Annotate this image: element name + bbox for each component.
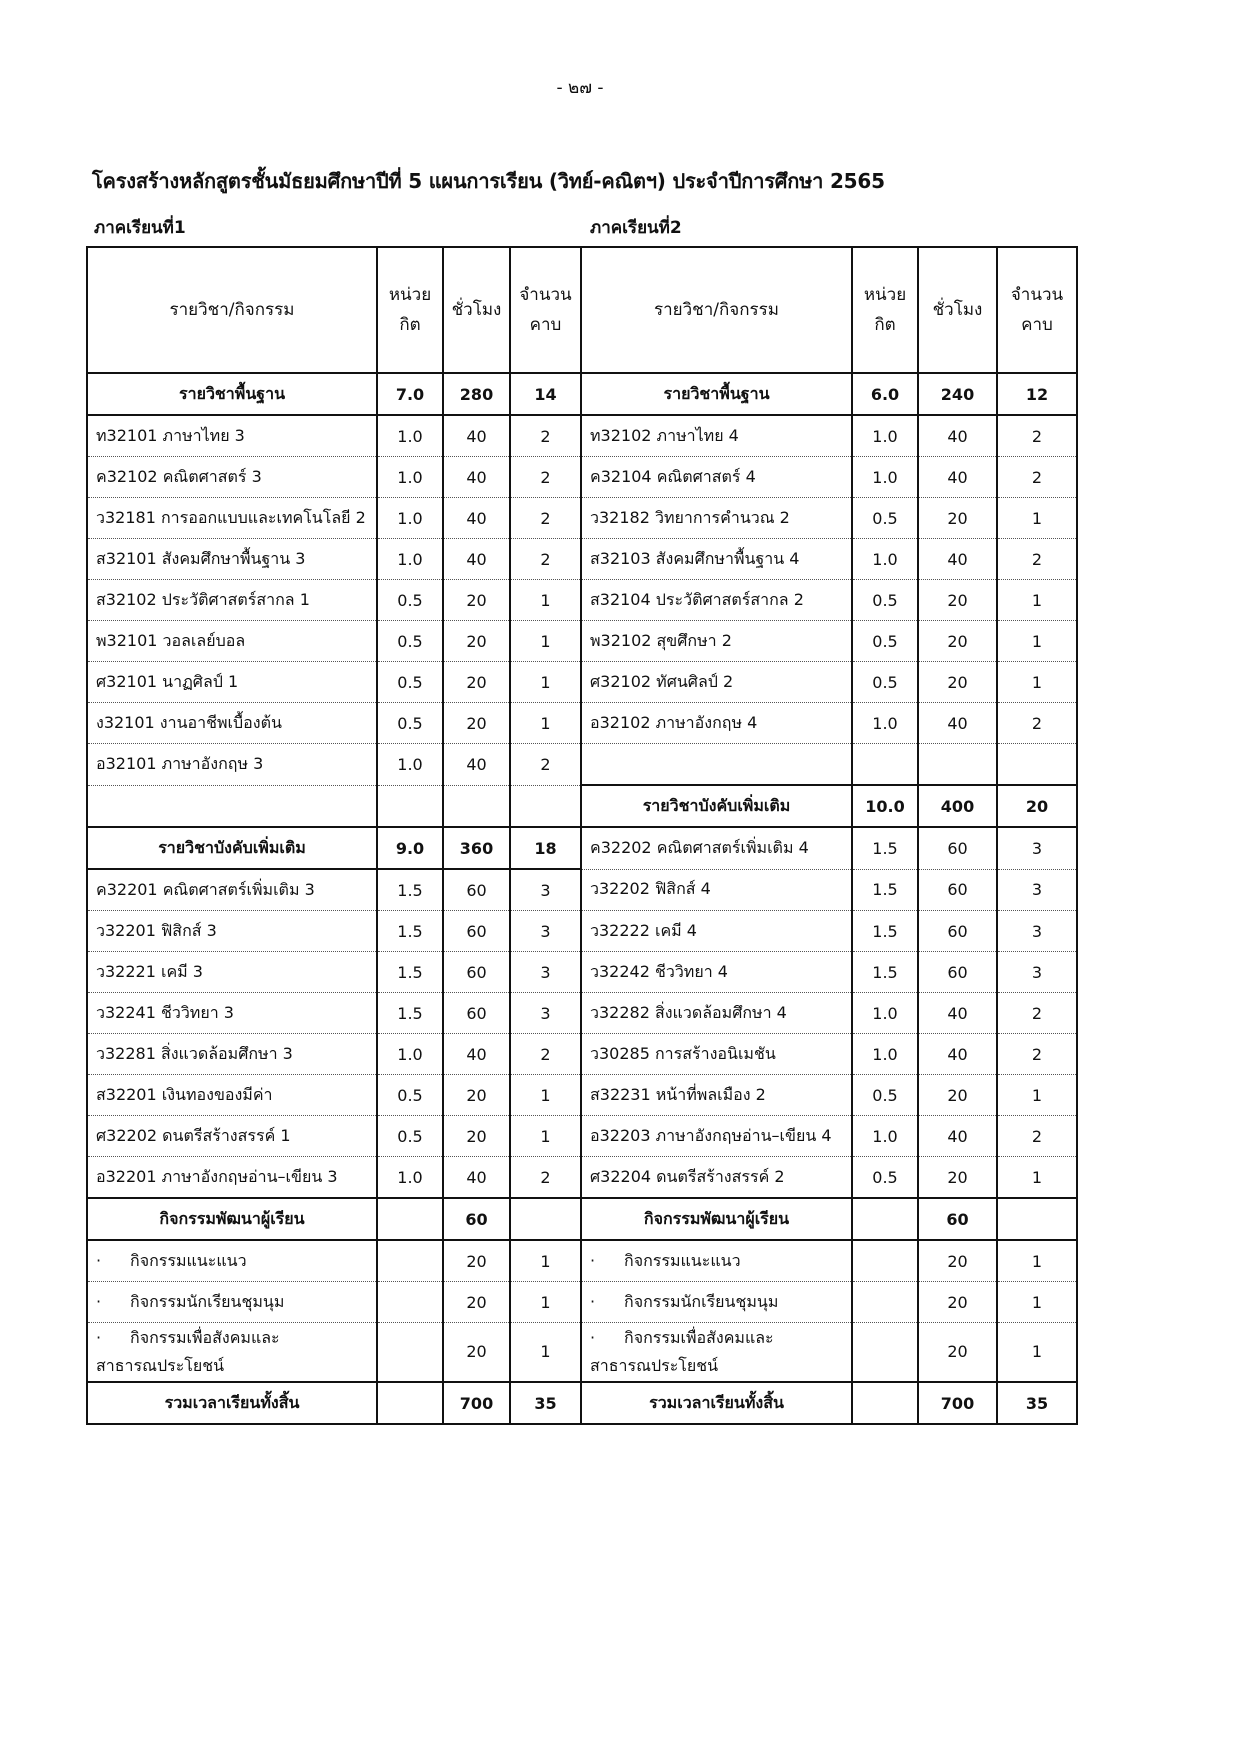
cell-hours-s1: 40 [443, 457, 510, 498]
cell-hours-s2: 20 [918, 498, 997, 539]
page-number: - ๒๗ - [556, 78, 604, 98]
cell-subject-s2: ว32282 สิ่งแวดล้อมศึกษา 4 [581, 993, 852, 1034]
section-subject-s1: รายวิชาพื้นฐาน [87, 373, 377, 415]
header-subject-s1: รายวิชา/กิจกรรม [87, 247, 377, 373]
cell-periods-s1: 1 [510, 1323, 581, 1383]
table-row [87, 373, 1077, 415]
cell-periods-s1: 1 [510, 1240, 581, 1282]
bullet-icon: · [96, 1328, 102, 1347]
cell-credit-s2: 0.5 [852, 621, 918, 662]
section-periods-s1: 35 [510, 1382, 581, 1424]
activity-label-cont: สาธารณประโยชน์ [96, 1356, 225, 1375]
cell-subject-s1: ค32201 คณิตศาสตร์เพิ่มเติม 3 [87, 869, 377, 911]
table-row [87, 911, 1077, 952]
section-periods-s2: 12 [997, 373, 1077, 415]
section-periods-s1: 14 [510, 373, 581, 415]
activity-label-cont: สาธารณประโยชน์ [590, 1356, 719, 1375]
cell-subject-s2: ว32222 เคมี 4 [581, 911, 852, 952]
cell-periods-s1: 2 [510, 457, 581, 498]
cell-credit-s1: 1.0 [377, 1034, 443, 1075]
bullet-icon: · [96, 1250, 102, 1270]
cell-periods-s1: 3 [510, 869, 581, 911]
cell-periods-s1: 2 [510, 415, 581, 457]
cell-credit-s2: 0.5 [852, 498, 918, 539]
cell-hours-s1 [443, 785, 510, 827]
cell-hours-s2: 40 [918, 457, 997, 498]
cell-credit-s2: 1.0 [852, 415, 918, 457]
cell-credit-s1: 0.5 [377, 703, 443, 744]
activity-label: กิจกรรมนักเรียนชุมนุม [130, 1291, 285, 1311]
table-row [87, 1116, 1077, 1157]
table-row [87, 869, 1077, 911]
cell-periods-s2 [997, 744, 1077, 786]
table-row [87, 457, 1077, 498]
cell-hours-s2: 20 [918, 1323, 997, 1383]
header-subject-s2: รายวิชา/กิจกรรม [581, 247, 852, 373]
section-subject-s1: รายวิชาบังคับเพิ่มเติม [87, 827, 377, 869]
cell-periods-s2: 3 [997, 911, 1077, 952]
cell-periods-s1: 2 [510, 498, 581, 539]
cell-hours-s2: 60 [918, 911, 997, 952]
section-credit-s1 [377, 1382, 443, 1424]
section-hours-s1: 700 [443, 1382, 510, 1424]
section-subject-s1: กิจกรรมพัฒนาผู้เรียน [87, 1198, 377, 1240]
table-row [87, 1075, 1077, 1116]
cell-credit-s2: 1.5 [852, 827, 918, 869]
section-subject-s2: รายวิชาบังคับเพิ่มเติม [581, 785, 852, 827]
cell-credit-s2: 0.5 [852, 1157, 918, 1199]
cell-subject-s2: ท32102 ภาษาไทย 4 [581, 415, 852, 457]
cell-subject-s1 [87, 785, 377, 827]
cell-periods-s1: 1 [510, 662, 581, 703]
cell-subject-s1: ส32201 เงินทองของมีค่า [87, 1075, 377, 1116]
cell-credit-s1 [377, 1323, 443, 1383]
cell-periods-s1 [510, 785, 581, 827]
cell-periods-s1: 1 [510, 1116, 581, 1157]
cell-subject-s1: ส32101 สังคมศึกษาพื้นฐาน 3 [87, 539, 377, 580]
activity-label: กิจกรรมนักเรียนชุมนุม [624, 1291, 779, 1311]
cell-credit-s2: 1.5 [852, 869, 918, 911]
cell-subject-s2: พ32102 สุขศึกษา 2 [581, 621, 852, 662]
cell-hours-s2: 60 [918, 952, 997, 993]
cell-subject-s1: ท32101 ภาษาไทย 3 [87, 415, 377, 457]
section-periods-s2 [997, 1198, 1077, 1240]
section-credit-s1: 7.0 [377, 373, 443, 415]
cell-subject-s1: อ32101 ภาษาอังกฤษ 3 [87, 744, 377, 786]
cell-periods-s1: 1 [510, 621, 581, 662]
cell-hours-s1: 20 [443, 1075, 510, 1116]
cell-subject-s2: ศ32204 ดนตรีสร้างสรรค์ 2 [581, 1157, 852, 1199]
cell-credit-s2 [852, 1323, 918, 1383]
cell-hours-s1: 60 [443, 952, 510, 993]
bullet-icon: · [96, 1291, 102, 1311]
cell-credit-s1: 1.0 [377, 457, 443, 498]
cell-periods-s1: 1 [510, 703, 581, 744]
semester-1-label: ภาคเรียนที่1 [94, 218, 186, 238]
bullet-icon: · [590, 1291, 596, 1311]
section-credit-s1 [377, 1198, 443, 1240]
table-row [87, 1323, 1077, 1383]
cell-subject-s1: ค32102 คณิตศาสตร์ 3 [87, 457, 377, 498]
cell-hours-s2: 40 [918, 1034, 997, 1075]
section-credit-s2 [852, 1198, 918, 1240]
section-hours-s2: 700 [918, 1382, 997, 1424]
cell-credit-s2: 1.0 [852, 539, 918, 580]
cell-subject-s2: ว32182 วิทยาการคำนวณ 2 [581, 498, 852, 539]
section-hours-s2: 400 [918, 785, 997, 827]
cell-subject-s1: ว32221 เคมี 3 [87, 952, 377, 993]
cell-hours-s1: 20 [443, 1282, 510, 1323]
cell-credit-s1: 0.5 [377, 1116, 443, 1157]
header-credit-s2: หน่วย กิต [852, 247, 918, 373]
cell-periods-s1: 1 [510, 580, 581, 621]
section-subject-s2: กิจกรรมพัฒนาผู้เรียน [581, 1198, 852, 1240]
header-hours-s2: ชั่วโมง [918, 247, 997, 373]
section-periods-s1 [510, 1198, 581, 1240]
table-row [87, 1034, 1077, 1075]
cell-subject-s1: ศ32101 นาฏศิลป์ 1 [87, 662, 377, 703]
cell-credit-s1: 1.0 [377, 539, 443, 580]
cell-subject-s2: ส32231 หน้าที่พลเมือง 2 [581, 1075, 852, 1116]
cell-credit-s1: 1.0 [377, 498, 443, 539]
cell-subject-s1: ศ32202 ดนตรีสร้างสรรค์ 1 [87, 1116, 377, 1157]
cell-periods-s2: 3 [997, 952, 1077, 993]
cell-hours-s2: 20 [918, 621, 997, 662]
cell-credit-s1: 1.0 [377, 415, 443, 457]
cell-periods-s2: 1 [997, 1157, 1077, 1199]
cell-hours-s1: 20 [443, 1323, 510, 1383]
bullet-icon: · [590, 1328, 596, 1347]
cell-subject-s1: ว32181 การออกแบบและเทคโนโลยี 2 [87, 498, 377, 539]
cell-hours-s2: 40 [918, 1116, 997, 1157]
cell-periods-s2: 1 [997, 662, 1077, 703]
cell-hours-s1: 60 [443, 911, 510, 952]
cell-subject-s1: ส32102 ประวัติศาสตร์สากล 1 [87, 580, 377, 621]
table-row [87, 580, 1077, 621]
cell-hours-s1: 20 [443, 621, 510, 662]
cell-hours-s1: 20 [443, 1240, 510, 1282]
section-periods-s2: 35 [997, 1382, 1077, 1424]
cell-subject-s1: ว32281 สิ่งแวดล้อมศึกษา 3 [87, 1034, 377, 1075]
cell-subject-s2 [581, 744, 852, 786]
table-row [87, 1382, 1077, 1424]
document-title: โครงสร้างหลักสูตรชั้นมัธยมศึกษาปีที่ 5 แผนการเรียน (วิทย์-คณิตฯ) ประจำปีการศึกษา 2565 [92, 169, 885, 193]
cell-periods-s1: 2 [510, 744, 581, 786]
section-subject-s2: รายวิชาพื้นฐาน [581, 373, 852, 415]
cell-credit-s2 [852, 1282, 918, 1323]
cell-hours-s1: 20 [443, 662, 510, 703]
table-row [87, 785, 1077, 827]
table-row [87, 1157, 1077, 1199]
activity-label: กิจกรรมเพื่อสังคมและ [624, 1328, 774, 1347]
cell-hours-s1: 60 [443, 993, 510, 1034]
section-hours-s2: 240 [918, 373, 997, 415]
cell-hours-s2: 60 [918, 827, 997, 869]
cell-periods-s2: 3 [997, 869, 1077, 911]
cell-credit-s1: 0.5 [377, 1075, 443, 1116]
cell-periods-s1: 3 [510, 952, 581, 993]
table-row [87, 1240, 1077, 1282]
cell-hours-s1: 60 [443, 869, 510, 911]
section-credit-s2: 6.0 [852, 373, 918, 415]
cell-hours-s1: 40 [443, 744, 510, 786]
cell-subject-s2: ส32103 สังคมศึกษาพื้นฐาน 4 [581, 539, 852, 580]
cell-hours-s1: 20 [443, 580, 510, 621]
cell-hours-s2: 20 [918, 580, 997, 621]
section-subject-s1: รวมเวลาเรียนทั้งสิ้น [87, 1382, 377, 1424]
cell-periods-s2: 2 [997, 539, 1077, 580]
activity-label: กิจกรรมแนะแนว [130, 1250, 247, 1270]
cell-credit-s2 [852, 1240, 918, 1282]
cell-hours-s1: 40 [443, 539, 510, 580]
cell-periods-s2: 1 [997, 580, 1077, 621]
section-periods-s2: 20 [997, 785, 1077, 827]
cell-hours-s1: 20 [443, 703, 510, 744]
cell-subject-s1 [87, 1282, 377, 1323]
cell-credit-s2: 1.0 [852, 993, 918, 1034]
cell-subject-s2 [581, 1240, 852, 1282]
cell-subject-s2: อ32203 ภาษาอังกฤษอ่าน–เขียน 4 [581, 1116, 852, 1157]
section-subject-s2: รวมเวลาเรียนทั้งสิ้น [581, 1382, 852, 1424]
cell-periods-s2: 2 [997, 415, 1077, 457]
table-row [87, 744, 1077, 786]
section-hours-s1: 280 [443, 373, 510, 415]
cell-periods-s1: 1 [510, 1282, 581, 1323]
cell-credit-s1 [377, 1282, 443, 1323]
cell-credit-s2: 1.0 [852, 1034, 918, 1075]
cell-subject-s2 [581, 1323, 852, 1383]
cell-subject-s2 [581, 1282, 852, 1323]
cell-hours-s2: 20 [918, 1240, 997, 1282]
table-row [87, 498, 1077, 539]
table-row [87, 539, 1077, 580]
cell-periods-s2: 1 [997, 1282, 1077, 1323]
cell-hours-s2: 20 [918, 1282, 997, 1323]
cell-credit-s2: 0.5 [852, 662, 918, 703]
cell-periods-s2: 2 [997, 1034, 1077, 1075]
cell-credit-s2: 1.5 [852, 952, 918, 993]
section-hours-s1: 360 [443, 827, 510, 869]
table-row [87, 1282, 1077, 1323]
cell-credit-s1: 1.5 [377, 993, 443, 1034]
cell-hours-s1: 40 [443, 1034, 510, 1075]
cell-credit-s2: 0.5 [852, 580, 918, 621]
section-hours-s1: 60 [443, 1198, 510, 1240]
cell-periods-s1: 3 [510, 993, 581, 1034]
cell-periods-s2: 1 [997, 1323, 1077, 1383]
curriculum-table [86, 246, 1078, 1425]
cell-subject-s1: ว32241 ชีววิทยา 3 [87, 993, 377, 1034]
cell-periods-s1: 2 [510, 1157, 581, 1199]
cell-credit-s1: 1.0 [377, 1157, 443, 1199]
cell-subject-s1: ง32101 งานอาชีพเบื้องต้น [87, 703, 377, 744]
header-periods-s1: จำนวน คาบ [510, 247, 581, 373]
cell-subject-s1 [87, 1240, 377, 1282]
cell-subject-s2: ศ32102 ทัศนศิลป์ 2 [581, 662, 852, 703]
cell-periods-s2: 1 [997, 621, 1077, 662]
cell-periods-s2: 2 [997, 1116, 1077, 1157]
cell-credit-s2 [852, 744, 918, 786]
cell-periods-s1: 1 [510, 1075, 581, 1116]
table-row [87, 827, 1077, 869]
cell-subject-s1: พ32101 วอลเลย์บอล [87, 621, 377, 662]
cell-periods-s1: 2 [510, 539, 581, 580]
section-hours-s2: 60 [918, 1198, 997, 1240]
cell-hours-s2: 20 [918, 1157, 997, 1199]
cell-subject-s2: ว32202 ฟิสิกส์ 4 [581, 869, 852, 911]
cell-hours-s1: 40 [443, 415, 510, 457]
table-row [87, 952, 1077, 993]
cell-periods-s2: 2 [997, 457, 1077, 498]
cell-periods-s2: 2 [997, 703, 1077, 744]
cell-periods-s1: 3 [510, 911, 581, 952]
cell-periods-s2: 2 [997, 993, 1077, 1034]
cell-periods-s2: 3 [997, 827, 1077, 869]
cell-credit-s2: 0.5 [852, 1075, 918, 1116]
cell-subject-s1: ว32201 ฟิสิกส์ 3 [87, 911, 377, 952]
cell-hours-s2: 40 [918, 993, 997, 1034]
cell-credit-s1: 1.5 [377, 952, 443, 993]
cell-hours-s2: 20 [918, 662, 997, 703]
cell-periods-s2: 1 [997, 1075, 1077, 1116]
semester-2-label: ภาคเรียนที่2 [590, 218, 682, 238]
cell-subject-s1: อ32201 ภาษาอังกฤษอ่าน–เขียน 3 [87, 1157, 377, 1199]
cell-hours-s2: 40 [918, 539, 997, 580]
cell-credit-s2: 1.0 [852, 1116, 918, 1157]
header-row [87, 247, 1077, 373]
cell-hours-s1: 40 [443, 1157, 510, 1199]
activity-label: กิจกรรมแนะแนว [624, 1250, 741, 1270]
cell-subject-s1 [87, 1323, 377, 1383]
cell-periods-s2: 1 [997, 1240, 1077, 1282]
table-row [87, 703, 1077, 744]
cell-hours-s2: 40 [918, 703, 997, 744]
cell-hours-s1: 40 [443, 498, 510, 539]
cell-subject-s2: ค32104 คณิตศาสตร์ 4 [581, 457, 852, 498]
cell-periods-s2: 1 [997, 498, 1077, 539]
cell-hours-s2: 40 [918, 415, 997, 457]
cell-credit-s1: 0.5 [377, 662, 443, 703]
cell-credit-s1: 0.5 [377, 580, 443, 621]
header-periods-s2: จำนวน คาบ [997, 247, 1077, 373]
section-periods-s1: 18 [510, 827, 581, 869]
bullet-icon: · [590, 1250, 596, 1270]
cell-subject-s2: ส32104 ประวัติศาสตร์สากล 2 [581, 580, 852, 621]
section-credit-s1: 9.0 [377, 827, 443, 869]
cell-hours-s2 [918, 744, 997, 786]
activity-label: กิจกรรมเพื่อสังคมและ [130, 1328, 280, 1347]
table-row [87, 993, 1077, 1034]
header-hours-s1: ชั่วโมง [443, 247, 510, 373]
cell-credit-s2: 1.0 [852, 703, 918, 744]
cell-credit-s2: 1.0 [852, 457, 918, 498]
cell-credit-s2: 1.5 [852, 911, 918, 952]
cell-subject-s2: ว30285 การสร้างอนิเมชัน [581, 1034, 852, 1075]
cell-hours-s1: 20 [443, 1116, 510, 1157]
cell-subject-s2: ว32242 ชีววิทยา 4 [581, 952, 852, 993]
cell-subject-s2: ค32202 คณิตศาสตร์เพิ่มเติม 4 [581, 827, 852, 869]
cell-credit-s1: 0.5 [377, 621, 443, 662]
cell-credit-s1 [377, 1240, 443, 1282]
cell-credit-s1: 1.5 [377, 911, 443, 952]
table-row [87, 621, 1077, 662]
cell-periods-s1: 2 [510, 1034, 581, 1075]
cell-hours-s2: 60 [918, 869, 997, 911]
cell-hours-s2: 20 [918, 1075, 997, 1116]
section-credit-s2 [852, 1382, 918, 1424]
header-credit-s1: หน่วย กิต [377, 247, 443, 373]
cell-credit-s1 [377, 785, 443, 827]
section-credit-s2: 10.0 [852, 785, 918, 827]
cell-subject-s2: อ32102 ภาษาอังกฤษ 4 [581, 703, 852, 744]
cell-credit-s1: 1.0 [377, 744, 443, 786]
table-row [87, 662, 1077, 703]
table-row [87, 415, 1077, 457]
cell-credit-s1: 1.5 [377, 869, 443, 911]
table-row [87, 1198, 1077, 1240]
